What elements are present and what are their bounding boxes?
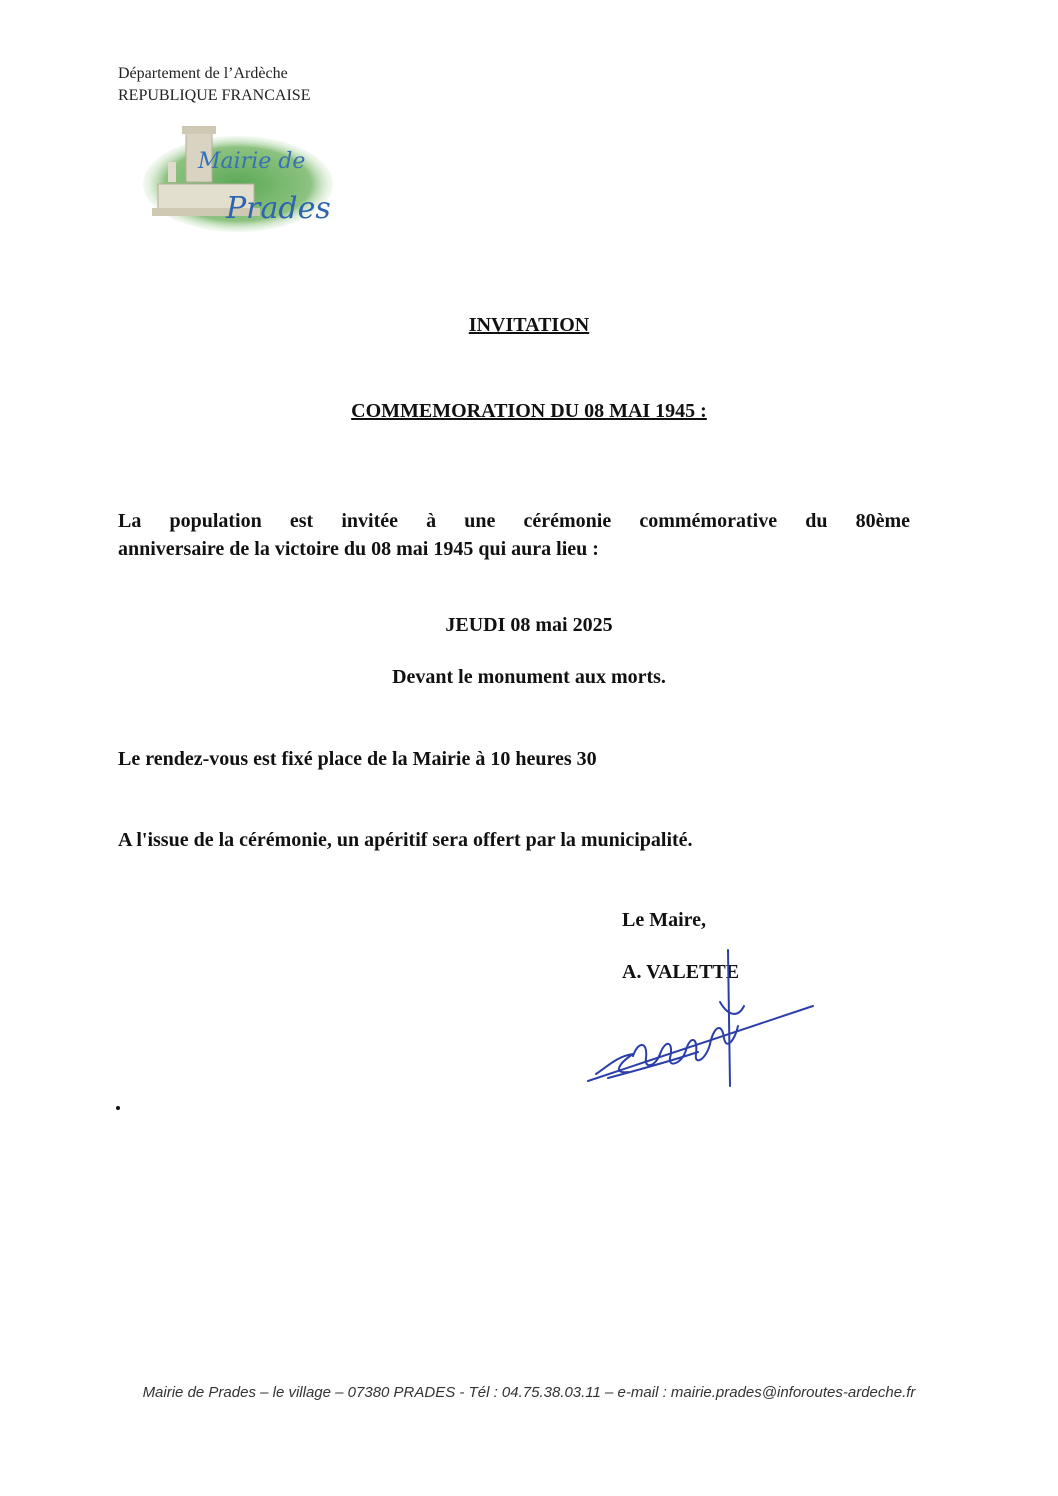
aperitif-info: A l'issue de la cérémonie, un apéritif sera offert par la municipalité. <box>118 829 693 851</box>
stray-dot <box>116 1106 120 1110</box>
handwritten-signature <box>578 946 828 1096</box>
signature-label: Le Maire, <box>622 909 707 931</box>
logo-line1: Mairie de <box>198 149 306 174</box>
page-subtitle: COMMEMORATION DU 08 MAI 1945 : <box>351 400 707 422</box>
event-place: Devant le monument aux morts. <box>392 666 666 688</box>
intro-line-2: anniversaire de la victoire du 08 mai 1945 qui aura lieu : <box>118 538 599 560</box>
page-title: INVITATION <box>468 314 590 336</box>
logo-line2: Prades <box>226 191 331 226</box>
fountain-logo-icon <box>138 122 360 234</box>
event-date: JEUDI 08 mai 2025 <box>445 614 613 636</box>
signature-name: A. VALETTE <box>622 961 740 983</box>
department-line: Département de l’Ardèche <box>118 65 288 82</box>
intro-line-1: La population est invitée à une cérémonie commémorative du 80ème <box>118 510 910 532</box>
republic-line: REPUBLIQUE FRANCAISE <box>118 87 311 104</box>
meeting-info: Le rendez-vous est fixé place de la Mairie à 10 heures 30 <box>118 748 597 770</box>
mairie-logo <box>138 122 360 234</box>
signature-icon <box>578 946 828 1096</box>
footer-address: Mairie de Prades – le village – 07380 PRADES - Tél : 04.75.38.03.11 – e-mail : mairie.prades@inforoutes-ardeche.fr <box>142 1384 916 1401</box>
